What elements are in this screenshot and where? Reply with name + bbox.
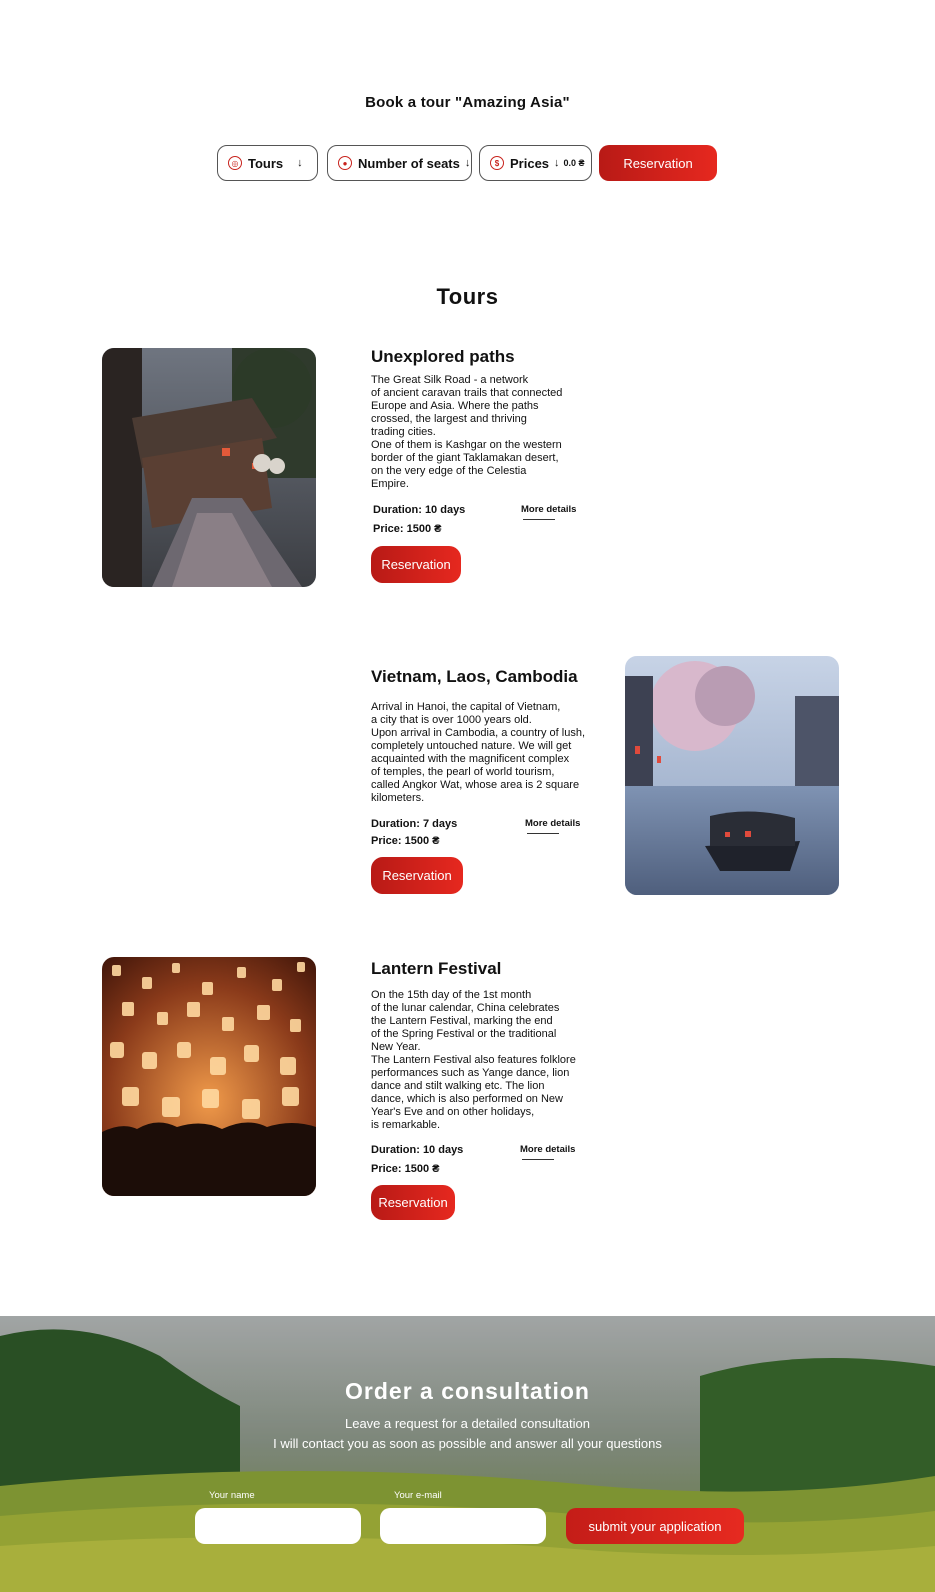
tour-price: Price: 1500 ₴ [373,523,442,535]
tour-description: On the 15th day of the 1st month of the lunar calendar, China celebrates the Lantern Festival, marking the end of the Spring Festival or the traditional New Year. The Lantern Festival also features folklore performances such as Yange dance, lion dance and stilt walking etc. The lion dance, which is also performed on New Year's Eve and on other holidays, is remarkable. [371,989,576,1131]
price-range-value: 0.0 ₴ [563,158,585,168]
seats-filter-label: Number of seats [358,155,460,171]
prices-filter-dropdown[interactable] [479,145,592,181]
email-input[interactable] [380,1508,546,1544]
tour-reservation-button[interactable]: Reservation [371,857,463,894]
reservation-button[interactable]: Reservation [599,145,717,181]
submit-application-button[interactable]: submit your application [566,1508,744,1544]
tour-reservation-button[interactable]: Reservation [371,1185,455,1220]
more-details-link[interactable] [525,818,580,834]
tour-image-old-street [102,348,316,587]
tour-title: Vietnam, Laos, Cambodia [371,667,578,686]
rice-terrace-background [0,1316,935,1592]
tours-filter-label: Tours [248,155,284,171]
tour-title: Unexplored paths [371,347,515,366]
tour-reservation-button[interactable]: Reservation [371,546,461,583]
tours-heading: Tours [436,284,499,309]
more-details-label: More details [525,818,581,829]
consultation-section [0,1316,935,1592]
arrow-down-icon: ↓ [297,157,303,169]
consultation-subtitle-2: I will contact you as soon as possible and answer all your questions [273,1436,662,1451]
more-details-link[interactable] [520,1144,575,1160]
arrow-down-icon: ↓ [554,157,560,169]
name-input[interactable] [195,1508,361,1544]
tour-price: Price: 1500 ₴ [371,1163,440,1175]
name-label: Your name [209,1490,255,1501]
tour-duration: Duration: 7 days [371,818,458,830]
tour-duration: Duration: 10 days [371,1144,464,1156]
tours-filter-dropdown[interactable] [217,145,318,181]
consultation-subtitle: Leave a request for a detailed consultation [344,1416,590,1431]
booking-title: Book a tour "Amazing Asia" [365,94,570,111]
more-details-label: More details [521,504,577,515]
consultation-title: Order a consultation [345,1378,590,1404]
tour-image-lanterns [102,957,316,1196]
tour-image-water-town [625,656,839,895]
tour-description: The Great Silk Road - a network of ancient caravan trails that connected Europe and Asia. Where the paths crossed, the largest and thriving trading cities. One of them is Kashgar on the western border of the giant Taklamakan desert, on the very edge of the Celestia Empire. [371,374,563,490]
tour-duration: Duration: 10 days [373,504,466,516]
prices-filter-label: Prices [510,155,550,171]
more-details-label: More details [520,1144,576,1155]
tour-description: Arrival in Hanoi, the capital of Vietnam, a city that is over 1000 years old. Upon arrival in Cambodia, a country of lush, completely untouched nature. We will get acquainted with the magnificent complex of temples, the pearl of world tourism, called Angkor Wat, whose area is 2 square kilometers. [371,701,585,804]
tour-price: Price: 1500 ₴ [371,835,440,847]
user-icon: ● [338,156,352,170]
target-icon: ◎ [228,156,242,170]
more-details-link[interactable] [521,504,576,520]
dollar-icon: $ [490,156,504,170]
tour-title: Lantern Festival [371,959,502,978]
email-label: Your e-mail [394,1490,442,1501]
seats-filter-dropdown[interactable] [327,145,472,181]
arrow-down-icon: ↓ [464,157,471,169]
